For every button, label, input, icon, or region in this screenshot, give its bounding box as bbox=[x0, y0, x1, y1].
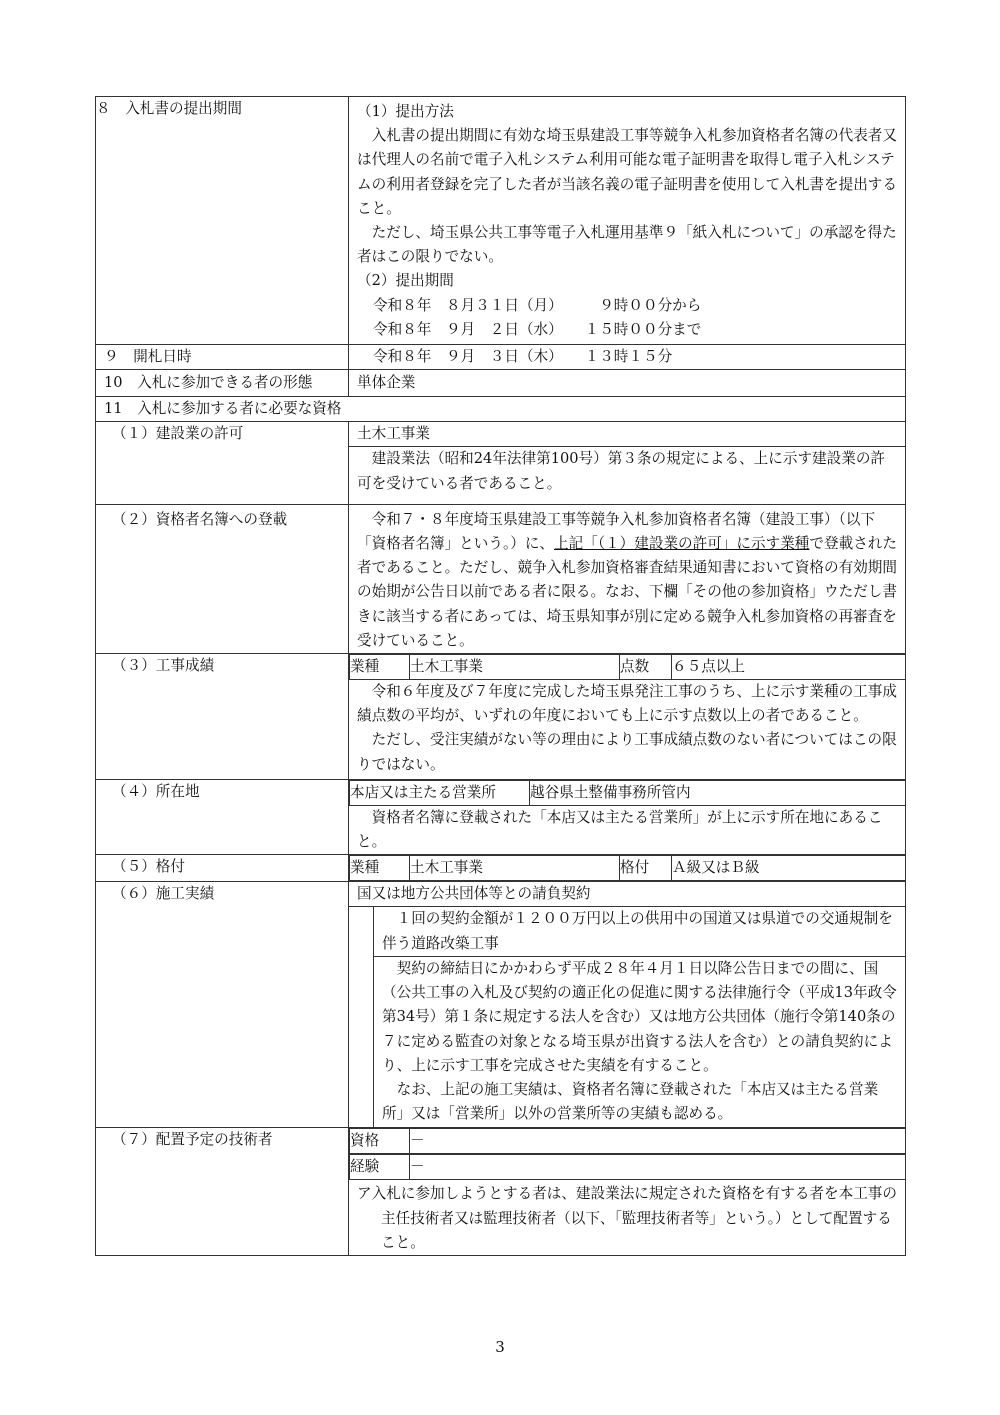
registry-label: （２）資格者名簿への登載 bbox=[96, 504, 349, 653]
submission-period-from: 令和８年 ８月３１日（月） ９時００分から bbox=[373, 296, 702, 314]
submission-period-heading: （2）提出期間 bbox=[357, 272, 454, 290]
performance-text: 令和６年度及び７年度に完成した埼玉県発注工事のうち、上に示す業種の工事成績点数の平均が、いずれの年度においても上に示す点数以上の者であること。 bbox=[357, 683, 897, 725]
grade-value: Ａ級又はＢ級 bbox=[672, 856, 906, 881]
submission-method-heading: （1）提出方法 bbox=[357, 103, 454, 120]
record-text: 契約の締結日にかかわらず平成２８年４月１日以降公告日までの間に、国（公共工事の入札及び契約の適正化の促進に関する法律施行令（平成13年政令第34号）第１条に規定する法人を含む）又は地方公共団体（施行令第140条の７に定める監査の対象となる埼玉県が出資する法人を含む）との請負契約により、上に示す工事を完成させた実績を有すること。 bbox=[382, 959, 897, 1074]
engineer-experience: 経験 － bbox=[349, 1154, 905, 1180]
document-page bbox=[95, 96, 905, 1256]
engineer-label: （７）配置予定の技術者 bbox=[96, 1128, 349, 1256]
submission-period-to: 令和８年 ９月 ２日（水） １５時００分まで bbox=[373, 320, 702, 338]
engineer-item-a: ア入札に参加しようとする者は、建設業法に規定された資格を有する者を本工事の主任技術者又は監理技術者（以下、「監理技術者等」という。）として配置すること。 bbox=[357, 1185, 897, 1251]
participant-form: 単体企業 bbox=[357, 374, 416, 392]
row-8 bbox=[96, 97, 906, 345]
opening-datetime: 令和８年 ９月 ３日（木） １３時１５分 bbox=[373, 348, 673, 366]
construction-record-label: （６）施工実績 bbox=[96, 882, 349, 1128]
license-text: 建設業法（昭和24年法律第100号）第３条の規定による、上に示す建設業の許可を受けている者であること。 bbox=[357, 450, 886, 492]
row-11-1 bbox=[96, 422, 906, 505]
performance-criteria: 業種 土木工事業 点数 ６５点以上 bbox=[349, 654, 905, 680]
location-value: 越谷県土整備事務所管内 bbox=[530, 780, 906, 805]
location-criteria: 本店又は主たる営業所 越谷県土整備事務所管内 bbox=[349, 780, 905, 806]
location-text: 資格者名簿に登載された「本店又は主たる営業所」が上に示す所在地にあること。 bbox=[357, 808, 883, 851]
bid-conditions-table bbox=[95, 96, 906, 1256]
registry-underlined: 上記「（１）建設業の許可」に示す業種 bbox=[554, 535, 810, 553]
row-10 bbox=[96, 370, 906, 397]
row-9-label: ９ 開札日時 bbox=[96, 345, 349, 370]
row-11 bbox=[96, 397, 906, 422]
row-10-label: 10 入札に参加できる者の形態 bbox=[96, 370, 349, 397]
row-11-5 bbox=[96, 855, 906, 882]
grade-label: （５）格付 bbox=[96, 855, 349, 882]
row-11-label: 11 入札に参加する者に必要な資格 bbox=[96, 397, 906, 422]
location-label: （４）所在地 bbox=[96, 779, 349, 854]
row-11-6 bbox=[96, 882, 906, 1128]
license-label: （１）建設業の許可 bbox=[96, 422, 349, 505]
submission-method-text: 入札書の提出期間に有効な埼玉県建設工事等競争入札参加資格者名簿の代表者又は代理人の名前で電子入札システム利用可能な電子証明書を取得し電子入札システムの利用者登録を完了した者が当該名義の電子証明書を使用して入札書を提出すること。 bbox=[357, 127, 897, 217]
row-11-4 bbox=[96, 779, 906, 854]
grade-criteria: 業種 土木工事業 格付 Ａ級又はＢ級 bbox=[349, 855, 905, 881]
registry-text: 令和７・８年度埼玉県建設工事等競争入札参加資格者名簿（建設工事）（以下「資格者名簿」という。）に、上記「（１）建設業の許可」に示す業種で登載された者であること。ただし、競争入札参加資格審査結果通知書において資格の有効期間の始期が公告日以前である者に限る。なお、下欄「その他の参加資格」ウただし書きに該当する者にあっては、埼玉県知事が別に定める競争入札参加資格の再審査を受けていること。 bbox=[357, 510, 897, 649]
contract-type: 国又は地方公共団体等との請負契約 bbox=[349, 882, 905, 907]
engineer-qualification: 資格 － bbox=[349, 1128, 905, 1154]
license-value: 土木工事業 bbox=[349, 422, 905, 447]
row-11-2 bbox=[96, 504, 906, 653]
performance-note: ただし、受注実績がない等の理由により工事成績点数のない者についてはこの限りではない。 bbox=[357, 731, 897, 773]
submission-method-note: ただし、埼玉県公共工事等電子入札運用基準９「紙入札について」の承認を得た者はこの限りでない。 bbox=[357, 224, 897, 266]
row-11-7 bbox=[96, 1128, 906, 1256]
score-threshold: ６５点以上 bbox=[672, 655, 906, 680]
page-number: 3 bbox=[495, 1338, 505, 1356]
record-note: なお、上記の施工実績は、資格者名簿に登載された「本店又は主たる営業所」又は「営業所」以外の営業所等の実績も認める。 bbox=[382, 1080, 879, 1123]
row-11-3 bbox=[96, 654, 906, 780]
row-8-label: ８ 入札書の提出期間 bbox=[96, 97, 349, 345]
performance-label: （３）工事成績 bbox=[96, 654, 349, 780]
row-9 bbox=[96, 345, 906, 370]
work-requirement: １回の契約金額が１２００万円以上の供用中の国道又は県道での交通規制を伴う道路改築工事 bbox=[374, 907, 905, 956]
